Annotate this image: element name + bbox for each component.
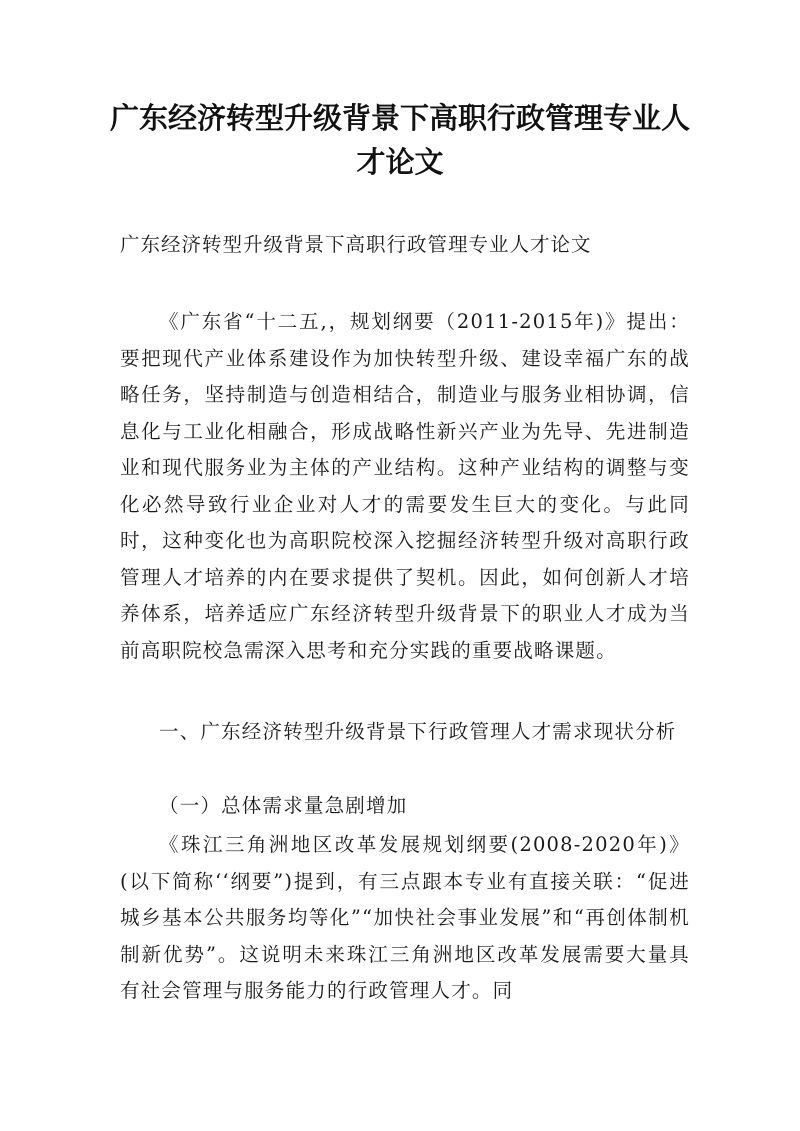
body-paragraph-1: 《广东省“十二五,，规划纲要（2011-2015年)》提出：要把现代产业体系建设作为加快转型升级、建设幸福广东的战略任务，坚持制造与创造相结合，制造业与服务业相协调，信息化与工业化相融合，形成战略性新兴产业为先导、先进制造业和现代服务业为主体的产业结构。这种产业结构的调整与变化必然导致行业企业对人才的需要发生巨大的变化。与此同时，这种变化也为高职院校深入挖掘经济转型升级对高职行政管理人才培养的内在要求提供了契机。因此，如何创新人才培养体系，培养适应广东经济转型升级背景下的职业人才成为当前高职院校急需深入思考和充分实践的重要战略课题。 — [120, 310, 690, 662]
document-subtitle: 广东经济转型升级背景下高职行政管理专业人才论文 — [120, 233, 592, 256]
body-paragraph-2: 《珠江三角洲地区改革发展规划纲要(2008-2020年)》(以下简称‘‘纲要”)提到，有三点跟本专业有直接关联：“促进城乡基本公共服务均等化”“加快社会事业发展”和“再创体制机制新优势”。这说明未来珠江三角洲地区改革发展需要大量具有社会管理与服务能力的行政管理人才。同 — [120, 833, 690, 1002]
subsection-heading-1: （一）总体需求量急剧增加 — [159, 794, 408, 817]
document-title: 广东经济转型升级背景下高职行政管理专业人才论文 — [110, 101, 691, 179]
section-heading-1: 一、广东经济转型升级背景下行政管理人才需求现状分析 — [159, 720, 677, 743]
